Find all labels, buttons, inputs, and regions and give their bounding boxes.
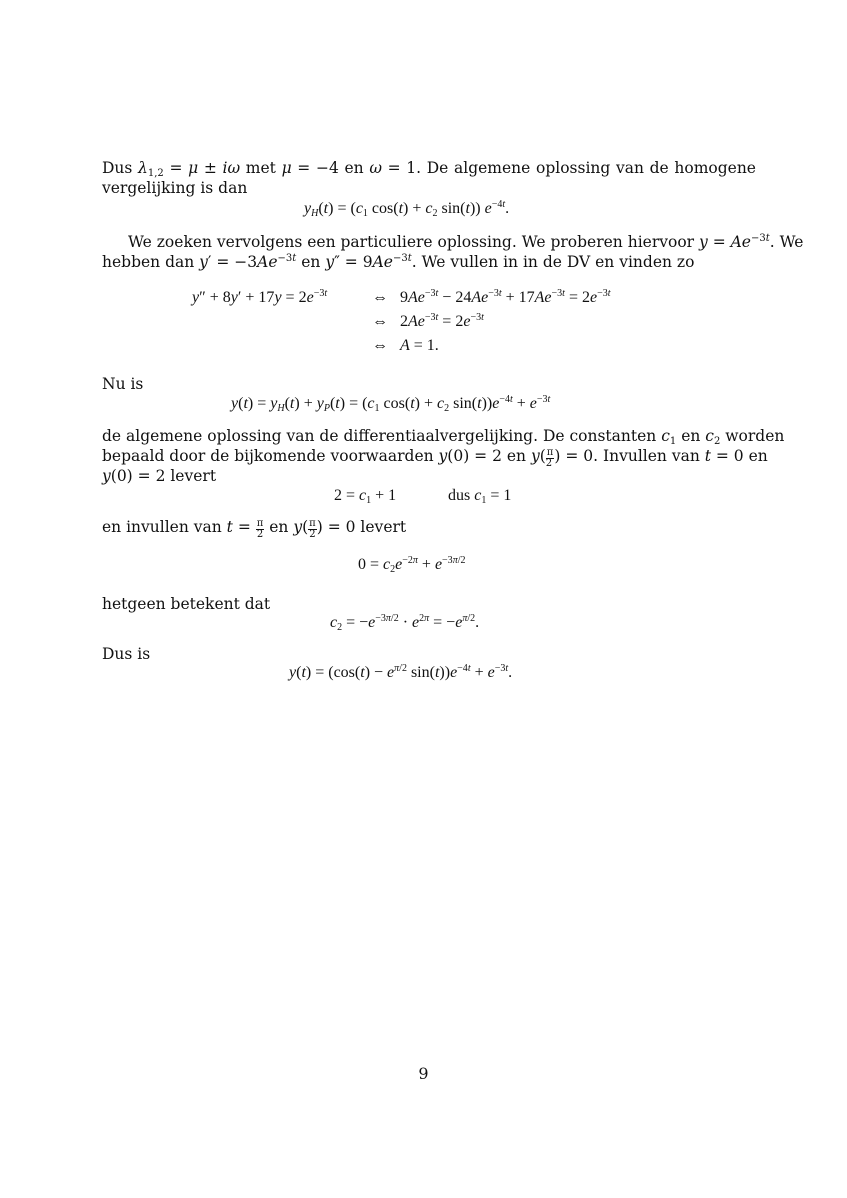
equation-c2-result: $c_2 = -e^{-3\pi/2} \cdot e^{2\pi} = -e^{\pi/2}$. (330, 613, 480, 633)
text-line: Dus is (102, 645, 151, 663)
text-line: vergelijking is dan (102, 179, 248, 197)
equivalence-symbol: ⇔ (372, 289, 388, 306)
equation-step-3: A = 1. (400, 337, 439, 354)
text-line: de algemene oplossing van de differentiaalvergelijking. De constanten $c_1$ en $c_2$ worden (102, 427, 785, 447)
equation-final-solution: $y(t) = (\cos(t) - e^{\pi/2}$ $\sin(t))e^{-4t} + e^{-3t}$. (289, 663, 513, 681)
text-line: hetgeen betekent dat (102, 595, 271, 613)
text-line: hebben dan $y' = -3Ae^{-3t}$ en $y'' = 9Ae^{-3t}$. We vullen in in de DV en vinden zo (102, 253, 695, 271)
equation-de-lhs: $y'' + 8y' + 17y = 2e^{-3t}$ (192, 288, 328, 306)
equation-c1: $2 = c_1 + 1$ (334, 487, 397, 506)
text-line: Dus $\lambda_{1,2} = \mu \pm i\omega$ met μ = −4 en ω = 1. De algemene oplossing van de homogene (102, 159, 756, 179)
text-line: y(0) = 2 levert (102, 467, 217, 485)
equation-c2-condition: $0 = c_2e^{-2\pi} + e^{-3\pi/2}$ (358, 555, 466, 575)
equation-step-2: $2Ae^{-3t} = 2e^{-3t}$ (400, 312, 484, 330)
equation-general-solution: $y(t) = y_H(t) + y_P(t) = (c_1$ $\cos(t) + c_2$ $\sin(t))e^{-4t} + e^{-3t}$ (231, 394, 551, 414)
page-number: 9 (418, 1064, 429, 1083)
equation-homogeneous-solution: $y_H(t) = (c_1$ $\cos(t) + c_2$ sin(t)) $e^{-4t}$. (304, 199, 510, 219)
equivalence-symbol: ⇔ (372, 313, 388, 330)
equivalence-symbol: ⇔ (372, 337, 388, 354)
text-line: en invullen van t = $\frac{\pi}{2}$ en y( $\frac{\pi}{2}$ ) = 0 levert (102, 518, 407, 540)
text-line: We zoeken vervolgens een particuliere oplossing. We proberen hiervoor $y = Ae^{-3t}$. We (128, 233, 804, 251)
equation-c1-result: dus $c_1 = 1$ (448, 487, 512, 506)
text-line: Nu is (102, 375, 144, 393)
equation-step-1: $9Ae^{-3t} - 24Ae^{-3t} + 17Ae^{-3t} = 2e^{-3t}$ (400, 288, 611, 306)
text-line: bepaald door de bijkomende voorwaarden y(0) = 2 en y( $\frac{\pi}{2}$ ) = 0. Invullen van t = 0 en (102, 447, 768, 469)
